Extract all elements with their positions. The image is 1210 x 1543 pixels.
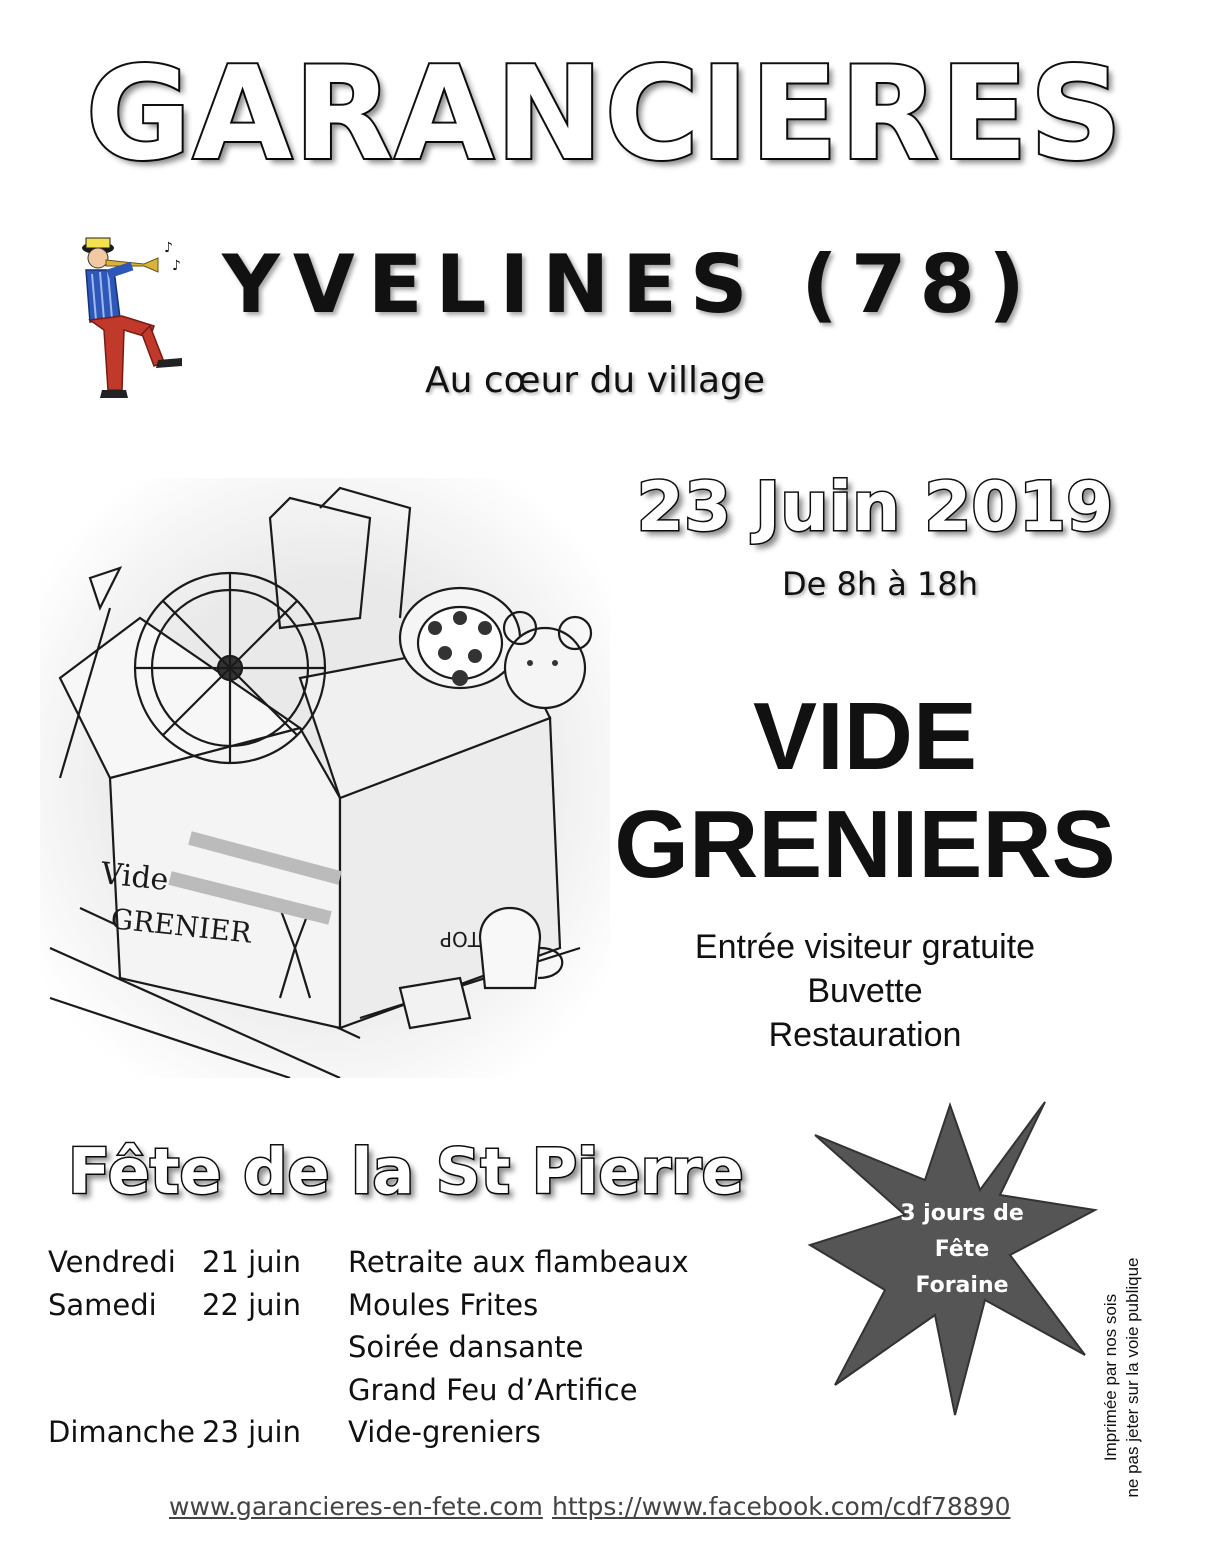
imprint-line2: ne pas jeter sur la voie publique — [1123, 1257, 1142, 1498]
event-date: 23 Juin 2019 — [636, 468, 1114, 547]
svg-text:Vide: Vide — [99, 856, 171, 899]
facebook-link[interactable]: https://www.facebook.com/cdf78890 — [552, 1492, 1011, 1521]
schedule-date: 22 juin — [202, 1288, 301, 1322]
svg-text:♪: ♪ — [172, 258, 181, 274]
schedule-date: 23 juin — [202, 1415, 301, 1449]
region-heading: YVELINES (78) — [222, 238, 1038, 331]
svg-text:GRENIER: GRENIER — [109, 902, 253, 950]
schedule-event: Vide-greniers — [348, 1415, 541, 1449]
page-title: GARANCIERES — [85, 40, 1125, 189]
subtitle: Au cœur du village — [424, 360, 766, 401]
schedule-event: Soirée dansante — [348, 1330, 584, 1364]
website-link[interactable]: www.garancieres-en-fete.com — [169, 1492, 543, 1521]
schedule-day: Vendredi — [48, 1245, 176, 1279]
event-hours: De 8h à 18h — [781, 565, 979, 603]
schedule-event: Moules Frites — [348, 1288, 539, 1322]
schedule-date: 21 juin — [202, 1245, 301, 1279]
event-name-line2: GRENIERS — [614, 791, 1116, 898]
vide-grenier-sketch — [40, 478, 610, 1078]
info-entry: Entrée visiteur gratuite — [694, 928, 1036, 966]
info-buvette: Buvette — [807, 972, 923, 1010]
event-name-line1: VIDE — [752, 683, 978, 790]
badge-line1: 3 jours de — [900, 1201, 1024, 1226]
info-restauration: Restauration — [768, 1016, 962, 1054]
trumpet-player-illustration — [62, 230, 192, 405]
badge-line3: Foraine — [915, 1273, 1009, 1298]
festival-title: Fête de la St Pierre — [68, 1135, 744, 1208]
svg-text:TOP: TOP — [439, 927, 480, 951]
imprint-line1: Imprimée par nos sois — [1101, 1293, 1120, 1462]
schedule-event: Grand Feu d’Artifice — [348, 1373, 638, 1407]
schedule-event: Retraite aux flambeaux — [348, 1245, 689, 1279]
badge-line2: Fête — [934, 1237, 990, 1262]
schedule-day: Samedi — [48, 1288, 157, 1322]
imprint-note — [1100, 1215, 1144, 1540]
schedule-day: Dimanche — [48, 1415, 195, 1449]
svg-text:♪: ♪ — [164, 240, 173, 256]
badge-text — [872, 1196, 1052, 1304]
